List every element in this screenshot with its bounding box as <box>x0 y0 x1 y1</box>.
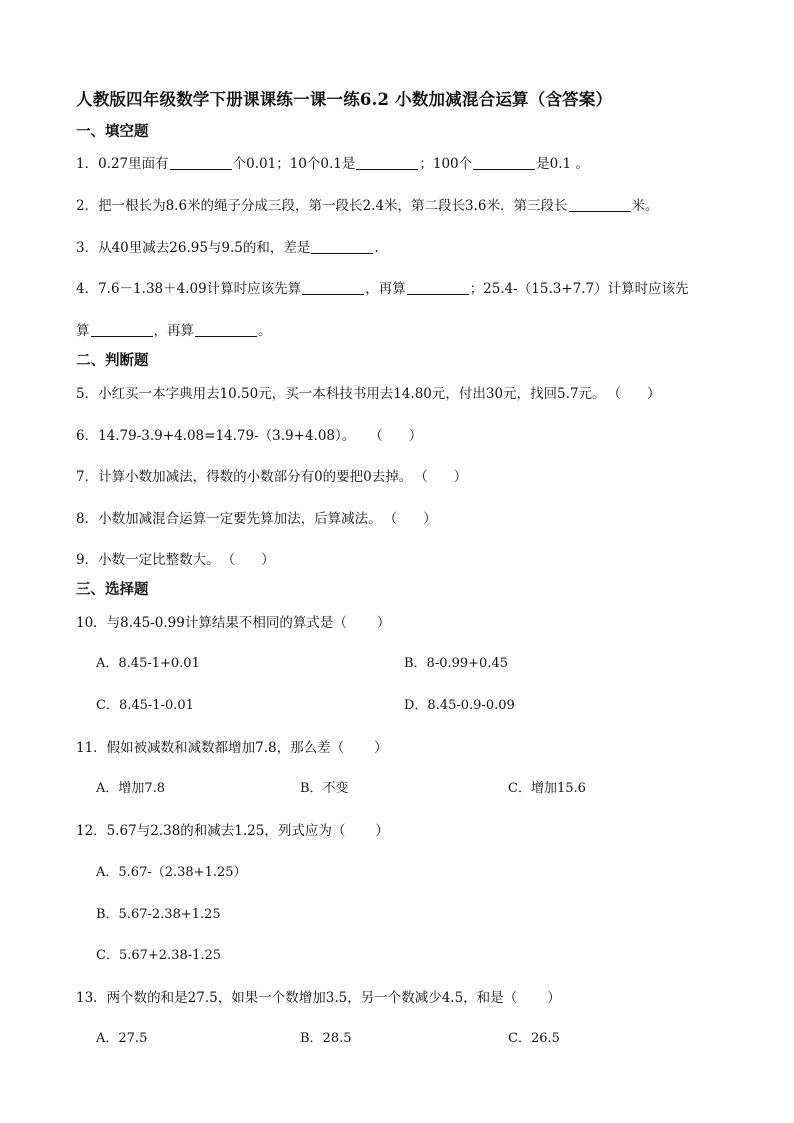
answer-blank[interactable] <box>91 322 153 337</box>
answer-blank[interactable] <box>311 239 373 254</box>
question-11: 11．假如被减数和减数都增加7.8，那么差（ ） <box>76 740 388 756</box>
q6-text: 6．14.79-3.9+4.08=14.79-（3.9+4.08）。 <box>76 428 356 444</box>
q3-text-a: 3．从40里减去26.95与9.5的和，差是 <box>76 240 311 256</box>
q3-text-b: . <box>374 240 379 256</box>
q10-text: 10．与8.45-0.99计算结果不相同的算式是（ <box>76 615 347 631</box>
section-judge: 二、判断题 <box>76 352 149 369</box>
q13-option-b[interactable]: B．28.5 <box>300 1031 352 1046</box>
q11-option-b[interactable]: B．不变 <box>300 781 349 796</box>
q2-text-b: 米。 <box>631 198 659 214</box>
answer-blank[interactable] <box>302 280 364 295</box>
q9-text: 9．小数一定比整数大。 <box>76 552 220 568</box>
q10-option-a[interactable]: A．8.45-1+0.01 <box>96 656 200 671</box>
answer-blank[interactable] <box>569 197 631 212</box>
answer-blank[interactable] <box>195 322 257 337</box>
answer-paren[interactable]: （ ） <box>369 428 423 444</box>
question-4 <box>76 277 689 297</box>
q13-option-a[interactable]: A．27.5 <box>96 1031 148 1046</box>
question-3 <box>76 236 379 256</box>
q10-option-d[interactable]: D．8.45-0.9-0.09 <box>404 698 515 713</box>
answer-paren[interactable]: （ ） <box>383 511 437 527</box>
answer-blank[interactable] <box>473 155 535 170</box>
q10-option-b[interactable]: B．8-0.99+0.45 <box>404 656 509 671</box>
q11-option-c[interactable]: C．增加15.6 <box>508 781 586 796</box>
q12-option-a[interactable]: A．5.67-（2.38+1.25） <box>96 865 247 880</box>
q10-option-c[interactable]: C．8.45-1-0.01 <box>96 698 194 713</box>
q2-text-a: 2．把一根长为8.6米的绳子分成三段，第一段长2.4米，第二段长3.6米．第三段长 <box>76 198 568 214</box>
question-9 <box>76 548 275 568</box>
q4-text-e: ，再算 <box>153 323 194 339</box>
answer-blank[interactable] <box>170 155 232 170</box>
q12-text: 12．5.67与2.38的和减去1.25，列式应为（ <box>76 823 346 839</box>
q1-text-b: 个0.01；10个0.1是 <box>232 156 356 172</box>
question-10: 10．与8.45-0.99计算结果不相同的算式是（ ） <box>76 615 391 631</box>
answer-paren[interactable]: （ ） <box>414 469 468 485</box>
question-13: 13．两个数的和是27.5，如果一个数增加3.5，另一个数减少4.5，和是（ ） <box>76 990 561 1006</box>
question-1 <box>76 152 589 172</box>
q5-text: 5．小红买一本字典用去10.50元，买一本科技书用去14.80元，付出30元，找回5.7元。 <box>76 386 606 402</box>
question-6 <box>76 424 422 444</box>
question-2 <box>76 194 659 214</box>
question-8 <box>76 507 437 527</box>
q4-text-b: ，再算 <box>365 281 406 297</box>
answer-paren[interactable]: （ ） <box>221 552 275 568</box>
q12-option-c[interactable]: C．5.67+2.38-1.25 <box>96 948 222 963</box>
q4-text-f: 。 <box>258 323 272 339</box>
section-fill-blank: 一、填空题 <box>76 123 149 140</box>
q11-option-a[interactable]: A．增加7.8 <box>96 781 166 796</box>
answer-blank[interactable] <box>356 155 418 170</box>
q4-text-d: 算 <box>76 323 90 339</box>
q11-text: 11．假如被减数和减数都增加7.8，那么差（ <box>76 740 345 756</box>
q12-option-b[interactable]: B．5.67-2.38+1.25 <box>96 907 221 922</box>
question-12: 12．5.67与2.38的和减去1.25，列式应为（ ） <box>76 823 389 839</box>
q7-text: 7．计算小数加减法，得数的小数部分有0的要把0去掉。 <box>76 469 413 485</box>
q13-option-c[interactable]: C．26.5 <box>508 1031 560 1046</box>
question-4-cont <box>76 319 272 339</box>
q8-text: 8．小数加减混合运算一定要先算加法，后算减法。 <box>76 511 382 527</box>
q4-text-c: ；25.4-（15.3+7.7）计算时应该先 <box>469 281 689 297</box>
answer-blank[interactable] <box>407 280 469 295</box>
page-title: 人教版四年级数学下册课课练一课一练6.2 小数加减混合运算（含答案） <box>76 90 613 109</box>
question-7 <box>76 465 467 485</box>
q1-text-d: 是0.1 。 <box>536 156 589 172</box>
q1-text-a: 1．0.27里面有 <box>76 156 169 172</box>
answer-paren[interactable]: （ ） <box>607 386 661 402</box>
q4-text-a: 4．7.6－1.38＋4.09计算时应该先算 <box>76 281 302 297</box>
q13-text: 13．两个数的和是27.5，如果一个数增加3.5，另一个数减少4.5，和是（ <box>76 990 518 1006</box>
q1-text-c: ；100个 <box>419 156 473 172</box>
question-5 <box>76 382 661 402</box>
section-choice: 三、选择题 <box>76 581 149 598</box>
